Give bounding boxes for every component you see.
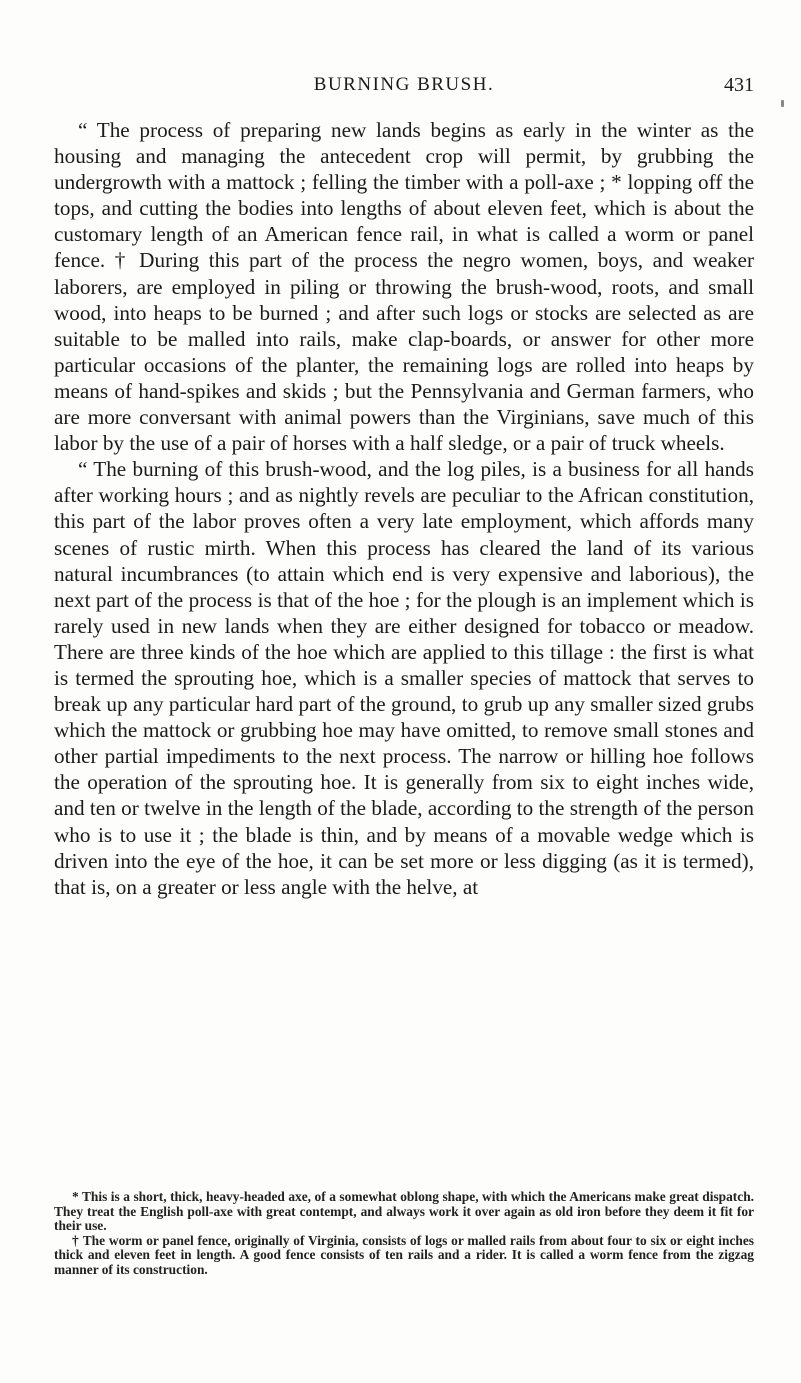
page-number: 431 <box>724 74 754 96</box>
running-title: BURNING BRUSH. <box>313 74 495 95</box>
footnotes <box>54 1190 754 1278</box>
footnote-1: * This is a short, thick, heavy-headed axe, of a somewhat oblong shape, with which the Americans make great dispatch. They treat the English poll-axe with great contempt, and always work it over again as old iron before they deem it fit for their use. <box>54 1189 754 1234</box>
paragraph-1: “ The process of preparing new lands begins as early in the winter as the housing and managing the antecedent crop will permit, by grubbing the undergrowth with a mattock ; felling the timber with a poll-axe ; * lopping off the tops, and cutting the bodies into lengths of about eleven feet, which is about the customary length of an American fence rail, in what is called a worm or panel fence. † During this part of the process the negro women, boys, and weaker laborers, are employed in piling or throwing the brush-wood, roots, and small wood, into heaps to be burned ; and after such logs or stocks are selected as are suitable to be malled into rails, make clap-boards, or answer for other more particular occasions of the planter, the remaining logs are rolled into heaps by means of hand-spikes and skids ; but the Pennsylvania and German farmers, who are more conversant with animal powers than the Virginians, save much of this labor by the use of a pair of horses with a half sledge, or a pair of truck wheels. <box>54 118 754 456</box>
paragraph-2: “ The burning of this brush-wood, and the log piles, is a business for all hands after working hours ; and as nightly revels are peculiar to the African constitution, this part of the labor proves often a very late employment, which affords many scenes of rustic mirth. When this process has cleared the land of its various natural incumbrances (to attain which end is very expensive and laborious), the next part of the process is that of the hoe ; for the plough is an implement which is rarely used in new lands when they are either designed for tobacco or meadow. There are three kinds of the hoe which are applied to this tillage : the first is what is termed the sprouting hoe, which is a smaller species of mattock that serves to break up any particular hard part of the ground, to grub up any smaller sized grubs which the mattock or grubbing hoe may have omitted, to remove small stones and other partial impediments to the next process. The narrow or hilling hoe follows the operation of the sprouting hoe. It is generally from six to eight inches wide, and ten or twelve in the length of the blade, according to the strength of the person who is to use it ; the blade is thin, and by means of a movable wedge which is driven into the eye of the hoe, it can be set more or less digging (as it is termed), that is, on a greater or less angle with the helve, at <box>54 457 754 899</box>
margin-mark <box>781 100 784 107</box>
body-text <box>54 117 754 900</box>
footnote-2: † The worm or panel fence, originally of Virginia, consists of logs or malled rails from about four to six or eight inches thick and eleven feet in length. A good fence consists of ten rails and a rider. It is called a worm fence from the zigzag manner of its construction. <box>54 1232 754 1277</box>
running-head <box>54 70 754 100</box>
